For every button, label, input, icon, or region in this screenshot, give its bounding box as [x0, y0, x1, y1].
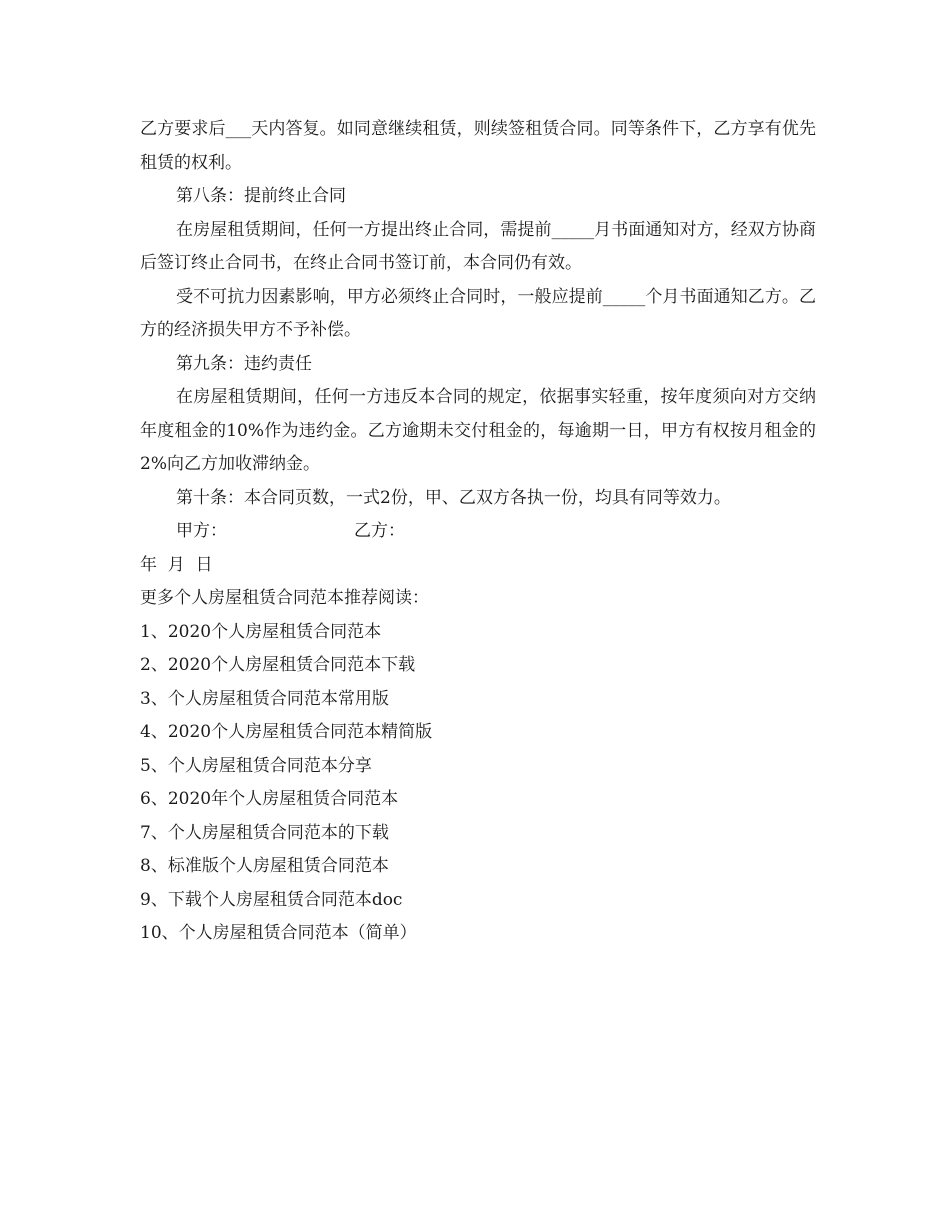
related-heading: 更多个人房屋租赁合同范本推荐阅读： [140, 588, 429, 608]
document-body [140, 113, 816, 951]
party-b-label: 乙方： [354, 521, 405, 541]
related-link[interactable]: 9、下载个人房屋租赁合同范本doc [140, 889, 403, 910]
article-9-heading: 第九条：违约责任 [176, 353, 312, 374]
related-link[interactable]: 4、2020个人房屋租赁合同范本精简版 [140, 722, 433, 742]
related-link[interactable]: 5、个人房屋租赁合同范本分享 [140, 755, 372, 776]
article-8-paragraph-2: 受不可抗力因素影响，甲方必须终止合同时，一般应提前_____个月书面通知乙方。乙方的经济损失甲方不予补偿。 [140, 286, 816, 340]
article-9-paragraph-1: 在房屋租赁期间，任何一方违反本合同的规定，依据事实轻重，按年度须向对方交纳年度租金的10%作为违约金。乙方逾期未交付租金的，每逾期一日，甲方有权按月租金的2%向乙方加收滞纳金。 [140, 387, 816, 474]
related-list [140, 616, 816, 951]
signature-date-line [140, 549, 816, 583]
party-a-label: 甲方： [176, 521, 227, 541]
related-link[interactable]: 7、个人房屋租赁合同范本的下载 [140, 822, 389, 843]
continuation-paragraph: 乙方要求后___天内答复。如同意继续租赁，则续签租赁合同。同等条件下，乙方享有优先租赁的权利。 [140, 119, 816, 173]
article-8-paragraph-1: 在房屋租赁期间，任何一方提出终止合同，需提前_____月书面通知对方，经双方协商后签订终止合同书，在终止合同书签订前，本合同仍有效。 [140, 219, 816, 273]
related-link[interactable]: 1、2020个人房屋租赁合同范本 [140, 621, 382, 642]
related-link[interactable]: 2、2020个人房屋租赁合同范本下载 [140, 655, 416, 675]
date-text: 年 月 日 [140, 554, 213, 575]
related-link[interactable]: 8、标准版个人房屋租赁合同范本 [140, 856, 389, 876]
signature-row [140, 515, 816, 549]
related-link[interactable]: 3、个人房屋租赁合同范本常用版 [140, 688, 389, 709]
article-10-paragraph: 第十条：本合同页数，一式2份，甲、乙双方各执一份，均具有同等效力。 [176, 487, 731, 508]
article-8-heading: 第八条：提前终止合同 [176, 186, 346, 206]
related-link[interactable]: 6、2020年个人房屋租赁合同范本 [140, 789, 399, 809]
related-link[interactable]: 10、个人房屋租赁合同范本（简单） [140, 923, 417, 943]
